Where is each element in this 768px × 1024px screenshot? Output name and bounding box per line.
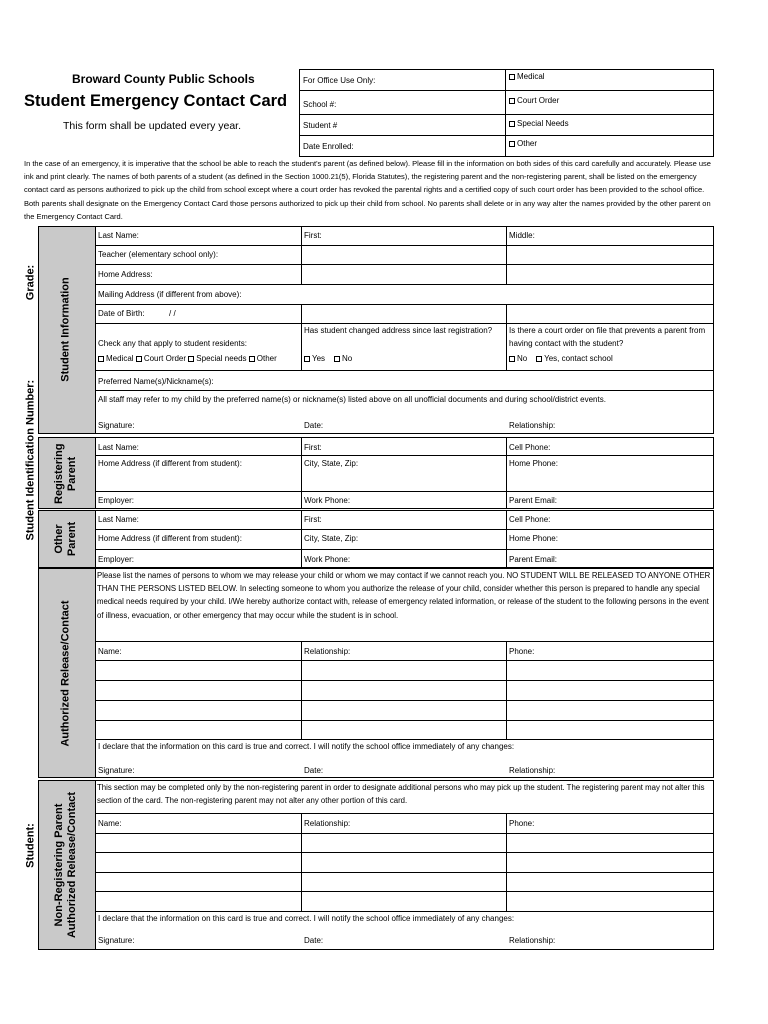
checkbox-icon bbox=[509, 98, 515, 104]
student-id-label: Student Identification Number: bbox=[24, 379, 37, 541]
student-signature-field[interactable]: Signature: bbox=[98, 421, 135, 430]
auth-signature-field[interactable]: Signature: bbox=[98, 766, 135, 775]
intro-paragraph: In the case of an emergency, it is imperative that the school be able to reach the student's parent (as defined below). Please fill in the information on both sides of this card carefully and accurately. Please use ink and print clearly. The names of both parents of a student (as defined in the Section 1000.21(5), Florida Statutes), the registering parent and the non-registering parent, shall be listed on the emergency contact card as persons authorized to pick up the child from school except where a court order has revoked the parental rights and a certified copy of such court order has been provided to the school office. Both parents shall designate on the Emergency Contact Card those persons authorized to pick up their child from school. No parents shall delete or in any way alter the names provided by the other parent on the Emergency Contact Card. bbox=[24, 159, 711, 221]
nonreg-date-field[interactable]: Date: bbox=[304, 936, 324, 945]
student-last-name-field[interactable]: Last Name: bbox=[98, 231, 139, 240]
court-no[interactable] bbox=[509, 354, 527, 363]
nonreg-relationship-field[interactable]: Relationship: bbox=[509, 936, 556, 945]
checkbox-icon bbox=[536, 356, 542, 362]
address-changed-options bbox=[304, 353, 352, 364]
checkbox-icon bbox=[509, 74, 515, 80]
form-subtitle: This form shall be updated every year. bbox=[63, 120, 242, 132]
date-enrolled-field[interactable]: Date Enrolled: bbox=[303, 142, 354, 151]
registering-parent-label: Registering Parent bbox=[53, 443, 78, 504]
check-medical-label: Medical bbox=[106, 354, 134, 363]
other-email-field[interactable]: Parent Email: bbox=[509, 555, 558, 564]
auth-declaration: I declare that the information on this card is true and correct. I will notify the school office immediately of any changes: bbox=[98, 742, 515, 751]
auth-contact-row[interactable] bbox=[96, 681, 713, 699]
address-changed-question: Has student changed address since last registration? bbox=[304, 326, 493, 335]
nonreg-signature-field[interactable]: Signature: bbox=[98, 936, 135, 945]
auth-contact-row[interactable] bbox=[96, 661, 713, 679]
changed-yes[interactable] bbox=[304, 354, 325, 363]
teacher-field[interactable]: Teacher (elementary school only): bbox=[98, 250, 219, 259]
student-check-options bbox=[98, 353, 277, 364]
auth-relationship-field[interactable]: Relationship: bbox=[509, 766, 556, 775]
office-check-medical-label: Medical bbox=[517, 72, 545, 81]
office-check-court-order[interactable] bbox=[509, 95, 559, 106]
other-home-address-field[interactable]: Home Address (if different from student): bbox=[98, 534, 242, 543]
office-check-other[interactable] bbox=[509, 138, 537, 149]
court-yes[interactable] bbox=[536, 354, 613, 363]
student-date-field[interactable]: Date: bbox=[304, 421, 324, 430]
checkbox-icon bbox=[509, 121, 515, 127]
checkbox-icon bbox=[304, 356, 310, 362]
preferred-name-note: All staff may refer to my child by the preferred name(s) or nickname(s) listed above on all unofficial documents and during school/district events. bbox=[98, 395, 606, 404]
office-check-court-order-label: Court Order bbox=[517, 96, 560, 105]
form-title: Student Emergency Contact Card bbox=[24, 92, 288, 110]
office-use-label: For Office Use Only: bbox=[303, 76, 376, 85]
student-relationship-field[interactable]: Relationship: bbox=[509, 421, 556, 430]
court-order-question: Is there a court order on file that prevents a parent from having contact with the student? bbox=[509, 326, 706, 348]
dob-slashes: / / bbox=[169, 309, 176, 318]
non-registering-text: This section may be completed only by the non-registering parent in order to designate additional persons who may pick up the student. The registering parent may not alter this section of the card. The non-registering parent may not alter any other portion of this card. bbox=[97, 783, 705, 806]
other-home-phone-field[interactable]: Home Phone: bbox=[509, 534, 558, 543]
checkbox-icon bbox=[249, 356, 255, 362]
office-check-special-needs-label: Special Needs bbox=[517, 119, 569, 128]
nonreg-contact-row[interactable] bbox=[96, 892, 713, 910]
check-apply-label: Check any that apply to student residents: bbox=[98, 339, 247, 348]
other-cell-phone-field[interactable]: Cell Phone: bbox=[509, 515, 551, 524]
nonreg-declaration: I declare that the information on this card is true and correct. I will notify the school office immediately of any changes: bbox=[98, 914, 515, 923]
auth-contact-row[interactable] bbox=[96, 701, 713, 719]
checkbox-icon bbox=[98, 356, 104, 362]
checkbox-icon bbox=[136, 356, 142, 362]
authorized-release-text: Please list the names of persons to whom we may release your child or whom we may contact if we cannot reach you. NO STUDENT WILL BE RELEASED TO ANYONE OTHER THAN THE PERSONS LISTED BELOW. In selecting someone to whom you authorize the release of your child, consider whether this person is prepared to handle any special medical needs required by your child. I/We hereby authorize contact with, release of emergency related information, or release of the student to the following persons in the event of illness, evacuation, or other emergency that may occur while the student is in school. bbox=[97, 571, 711, 620]
check-other-label: Other bbox=[256, 354, 277, 363]
nonreg-contact-row[interactable] bbox=[96, 834, 713, 851]
other-parent-label: Other Parent bbox=[53, 521, 78, 557]
reg-first-name-field[interactable]: First: bbox=[304, 443, 322, 452]
check-medical[interactable] bbox=[98, 354, 134, 363]
other-first-name-field[interactable]: First: bbox=[304, 515, 322, 524]
reg-employer-field[interactable]: Employer: bbox=[98, 496, 135, 505]
authorized-release-label: Authorized Release/Contact bbox=[59, 600, 72, 747]
court-yes-label: Yes, contact school bbox=[544, 354, 613, 363]
reg-email-field[interactable]: Parent Email: bbox=[509, 496, 558, 505]
court-order-options bbox=[509, 353, 613, 364]
auth-phone-header: Phone: bbox=[509, 647, 535, 656]
other-work-phone-field[interactable]: Work Phone: bbox=[304, 555, 351, 564]
dob-field[interactable]: Date of Birth: bbox=[98, 309, 145, 318]
check-court-order[interactable] bbox=[136, 354, 186, 363]
reg-cell-phone-field[interactable]: Cell Phone: bbox=[509, 443, 551, 452]
checkbox-icon bbox=[509, 141, 515, 147]
nonreg-relationship-header: Relationship: bbox=[304, 819, 351, 828]
changed-yes-label: Yes bbox=[312, 354, 326, 363]
changed-no[interactable] bbox=[334, 354, 352, 363]
nonreg-contact-row[interactable] bbox=[96, 873, 713, 890]
checkbox-icon bbox=[188, 356, 194, 362]
student-first-name-field[interactable]: First: bbox=[304, 231, 322, 240]
checkbox-icon bbox=[334, 356, 340, 362]
office-check-other-label: Other bbox=[517, 139, 538, 148]
student-middle-name-field[interactable]: Middle: bbox=[509, 231, 535, 240]
nonreg-phone-header: Phone: bbox=[509, 819, 535, 828]
other-last-name-field[interactable]: Last Name: bbox=[98, 515, 139, 524]
changed-no-label: No bbox=[341, 354, 353, 363]
non-registering-label: Non-Registering Parent Authorized Release/Contact bbox=[53, 791, 78, 939]
student-label: Student: bbox=[24, 823, 37, 868]
preferred-name-field[interactable]: Preferred Name(s)/Nickname(s): bbox=[98, 377, 214, 386]
home-address-field[interactable]: Home Address: bbox=[98, 270, 153, 279]
auth-date-field[interactable]: Date: bbox=[304, 766, 324, 775]
checkbox-icon bbox=[509, 356, 515, 362]
check-special-needs[interactable] bbox=[188, 354, 246, 363]
student-number-field[interactable]: Student # bbox=[303, 121, 338, 130]
check-special-needs-label: Special needs bbox=[196, 354, 247, 363]
school-number-field[interactable]: School #: bbox=[303, 100, 337, 109]
reg-work-phone-field[interactable]: Work Phone: bbox=[304, 496, 351, 505]
nonreg-contact-row[interactable] bbox=[96, 853, 713, 871]
auth-contact-row[interactable] bbox=[96, 721, 713, 738]
check-court-order-label: Court Order bbox=[143, 354, 187, 363]
court-no-label: No bbox=[517, 354, 528, 363]
reg-city-state-zip-field[interactable]: City, State, Zip: bbox=[304, 459, 359, 468]
grade-label: Grade: bbox=[24, 264, 37, 301]
nonreg-name-header: Name: bbox=[98, 819, 122, 828]
school-district-name: Broward County Public Schools bbox=[72, 72, 255, 86]
office-check-medical[interactable] bbox=[509, 71, 545, 82]
office-check-special-needs[interactable] bbox=[509, 118, 569, 129]
auth-relationship-header: Relationship: bbox=[304, 647, 351, 656]
auth-name-header: Name: bbox=[98, 647, 122, 656]
reg-last-name-field[interactable]: Last Name: bbox=[98, 443, 139, 452]
student-info-label: Student Information bbox=[59, 277, 72, 382]
other-employer-field[interactable]: Employer: bbox=[98, 555, 135, 564]
reg-home-address-field[interactable]: Home Address (if different from student): bbox=[98, 459, 242, 468]
other-city-state-zip-field[interactable]: City, State, Zip: bbox=[304, 534, 359, 543]
mailing-address-field[interactable]: Mailing Address (if different from above): bbox=[98, 290, 242, 299]
reg-home-phone-field[interactable]: Home Phone: bbox=[509, 459, 558, 468]
check-other[interactable] bbox=[249, 354, 277, 363]
